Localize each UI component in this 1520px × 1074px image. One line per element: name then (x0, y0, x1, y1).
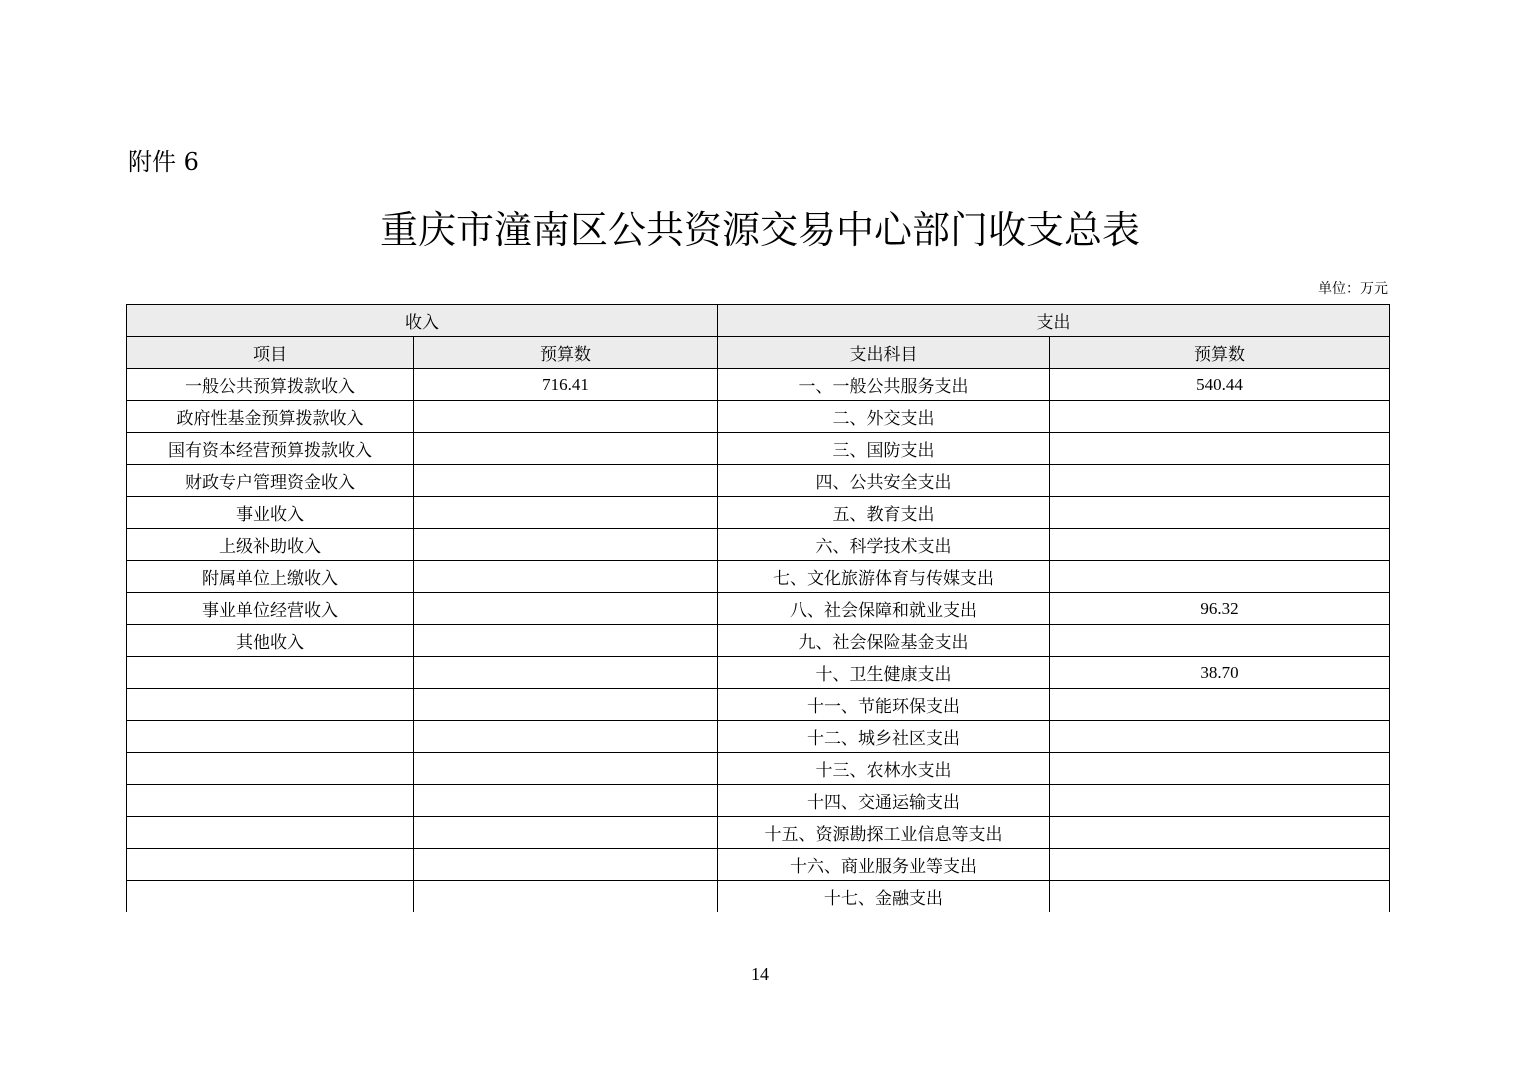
expense-category-cell: 七、文化旅游体育与传媒支出 (718, 561, 1050, 593)
expense-category-cell: 十五、资源勘探工业信息等支出 (718, 817, 1050, 849)
table-row (127, 625, 1390, 657)
income-item-cell: 一般公共预算拨款收入 (127, 369, 414, 401)
income-group-header: 收入 (127, 305, 718, 337)
expense-category-cell: 一、一般公共服务支出 (718, 369, 1050, 401)
income-budget-cell (414, 849, 718, 881)
group-header-row (127, 305, 1390, 337)
income-budget-cell (414, 657, 718, 689)
income-budget-cell (414, 433, 718, 465)
expense-budget-cell (1050, 465, 1390, 497)
expense-budget-cell (1050, 785, 1390, 817)
expense-budget-cell (1050, 529, 1390, 561)
column-header-item: 项目 (127, 337, 414, 369)
table-row (127, 753, 1390, 785)
expense-budget-cell (1050, 401, 1390, 433)
income-item-cell (127, 753, 414, 785)
column-header-expense-budget: 预算数 (1050, 337, 1390, 369)
column-header-income-budget: 预算数 (414, 337, 718, 369)
income-budget-cell (414, 401, 718, 433)
column-header-expense-category: 支出科目 (718, 337, 1050, 369)
attachment-label: 附件 6 (128, 148, 199, 176)
page-number: 14 (751, 964, 769, 984)
income-item-cell (127, 785, 414, 817)
income-budget-cell: 716.41 (414, 369, 718, 401)
income-item-cell: 事业收入 (127, 497, 414, 529)
expense-category-cell: 八、社会保障和就业支出 (718, 593, 1050, 625)
income-item-cell: 事业单位经营收入 (127, 593, 414, 625)
table-row (127, 657, 1390, 689)
expense-category-cell: 五、教育支出 (718, 497, 1050, 529)
income-item-cell: 政府性基金预算拨款收入 (127, 401, 414, 433)
expense-category-cell: 十六、商业服务业等支出 (718, 849, 1050, 881)
income-budget-cell (414, 785, 718, 817)
expense-budget-cell (1050, 753, 1390, 785)
income-item-cell (127, 721, 414, 753)
income-budget-cell (414, 753, 718, 785)
table-row (127, 849, 1390, 881)
expense-category-cell: 十七、金融支出 (718, 881, 1050, 913)
budget-summary-table (126, 304, 1390, 912)
income-budget-cell (414, 689, 718, 721)
expense-category-cell: 十、卫生健康支出 (718, 657, 1050, 689)
expense-category-cell: 四、公共安全支出 (718, 465, 1050, 497)
expense-category-cell: 六、科学技术支出 (718, 529, 1050, 561)
income-budget-cell (414, 561, 718, 593)
income-item-cell: 附属单位上缴收入 (127, 561, 414, 593)
income-budget-cell (414, 881, 718, 913)
expense-budget-cell (1050, 721, 1390, 753)
table-row (127, 785, 1390, 817)
expense-budget-cell: 38.70 (1050, 657, 1390, 689)
expense-budget-cell: 540.44 (1050, 369, 1390, 401)
table-row (127, 561, 1390, 593)
expense-budget-cell (1050, 497, 1390, 529)
expense-budget-cell (1050, 625, 1390, 657)
expense-category-cell: 十二、城乡社区支出 (718, 721, 1050, 753)
expense-category-cell: 二、外交支出 (718, 401, 1050, 433)
expense-category-cell: 三、国防支出 (718, 433, 1050, 465)
expense-budget-cell (1050, 817, 1390, 849)
table-row (127, 401, 1390, 433)
income-item-cell: 国有资本经营预算拨款收入 (127, 433, 414, 465)
income-item-cell: 财政专户管理资金收入 (127, 465, 414, 497)
table-row (127, 369, 1390, 401)
table-row (127, 593, 1390, 625)
expense-budget-cell: 96.32 (1050, 593, 1390, 625)
income-budget-cell (414, 817, 718, 849)
income-item-cell (127, 817, 414, 849)
income-item-cell (127, 881, 414, 913)
expense-group-header: 支出 (718, 305, 1390, 337)
income-budget-cell (414, 497, 718, 529)
income-item-cell (127, 689, 414, 721)
expense-category-cell: 十四、交通运输支出 (718, 785, 1050, 817)
table-row (127, 881, 1390, 913)
income-budget-cell (414, 721, 718, 753)
expense-category-cell: 九、社会保险基金支出 (718, 625, 1050, 657)
table-row (127, 465, 1390, 497)
expense-budget-cell (1050, 881, 1390, 913)
table-row (127, 529, 1390, 561)
income-item-cell (127, 849, 414, 881)
income-item-cell: 上级补助收入 (127, 529, 414, 561)
expense-category-cell: 十一、节能环保支出 (718, 689, 1050, 721)
expense-budget-cell (1050, 561, 1390, 593)
expense-budget-cell (1050, 689, 1390, 721)
table-row (127, 817, 1390, 849)
expense-budget-cell (1050, 433, 1390, 465)
income-item-cell: 其他收入 (127, 625, 414, 657)
column-header-row (127, 337, 1390, 369)
income-budget-cell (414, 593, 718, 625)
table-row (127, 433, 1390, 465)
expense-category-cell: 十三、农林水支出 (718, 753, 1050, 785)
table-row (127, 721, 1390, 753)
unit-label: 单位：万元 (1318, 281, 1388, 297)
page-title: 重庆市潼南区公共资源交易中心部门收支总表 (379, 208, 1140, 252)
income-item-cell (127, 657, 414, 689)
income-budget-cell (414, 465, 718, 497)
table-row (127, 497, 1390, 529)
income-budget-cell (414, 529, 718, 561)
table-row (127, 689, 1390, 721)
expense-budget-cell (1050, 849, 1390, 881)
income-budget-cell (414, 625, 718, 657)
